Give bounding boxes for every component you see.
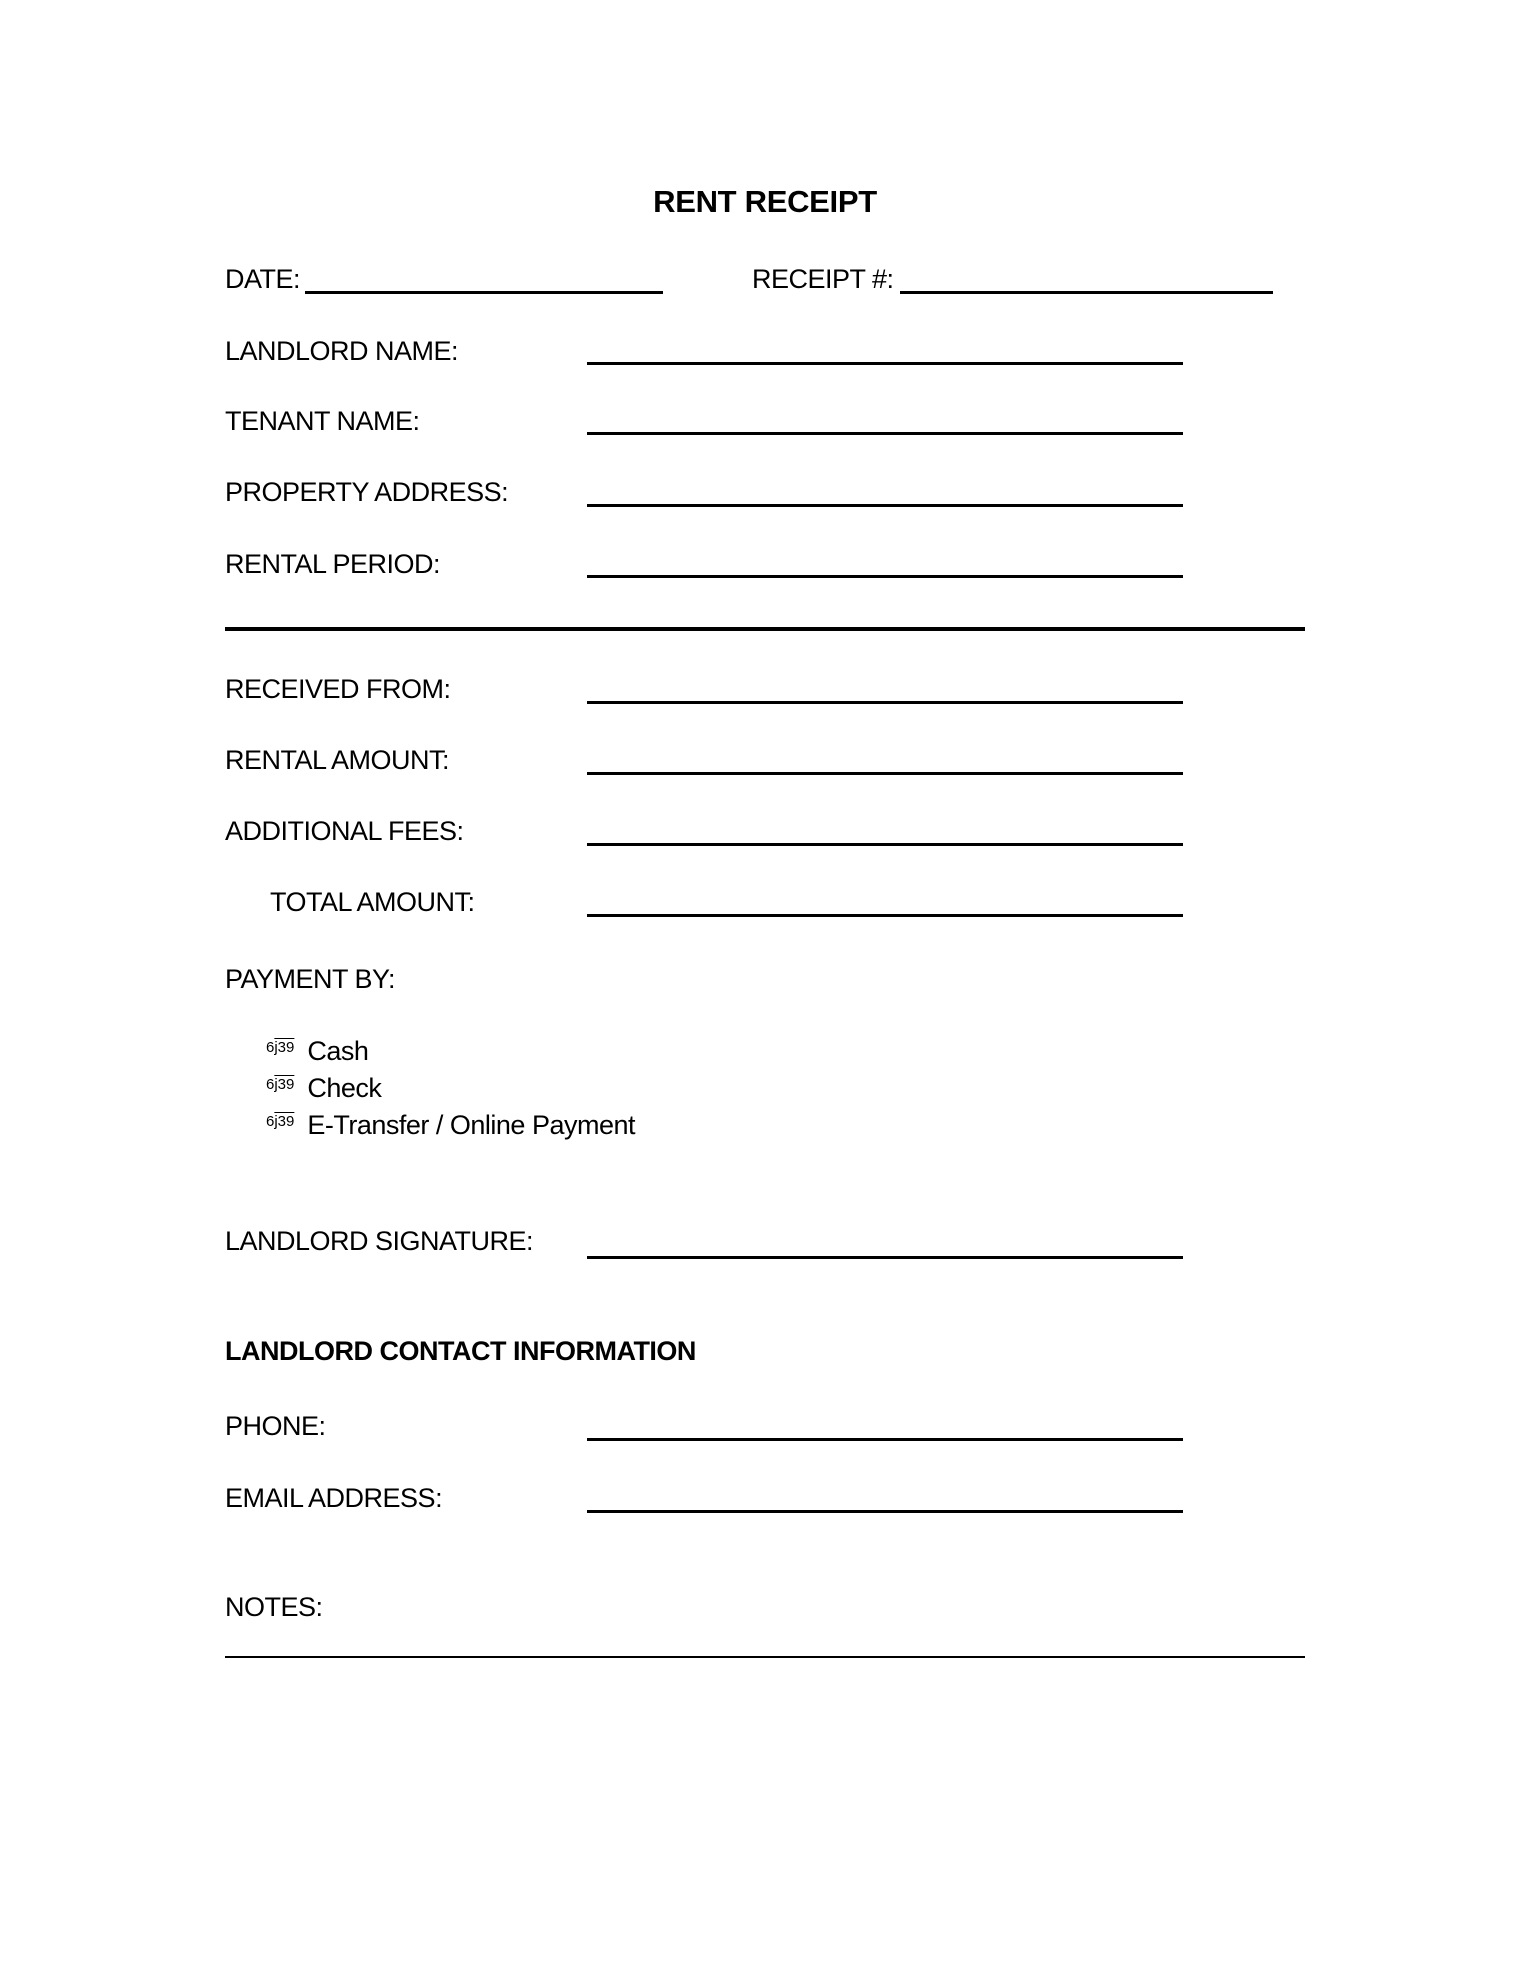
landlord-contact-heading: LANDLORD CONTACT INFORMATION xyxy=(225,1336,696,1366)
checkbox-icon: 6j39 xyxy=(266,1113,295,1130)
payment-option-check[interactable] xyxy=(266,1074,381,1102)
date-label: DATE: xyxy=(225,264,301,294)
received-from-label: RECEIVED FROM: xyxy=(225,674,451,704)
rental-amount-field-line[interactable] xyxy=(587,772,1183,775)
notes-field-line[interactable] xyxy=(225,1656,1305,1658)
tenant-name-field-line[interactable] xyxy=(587,432,1183,435)
phone-field-line[interactable] xyxy=(587,1438,1183,1441)
tenant-name-label: TENANT NAME: xyxy=(225,406,420,436)
notes-label: NOTES: xyxy=(225,1592,323,1622)
check-option-label: Check xyxy=(307,1073,382,1103)
checkbox-icon: 6j39 xyxy=(266,1039,295,1056)
additional-fees-field-line[interactable] xyxy=(587,843,1183,846)
total-amount-label: TOTAL AMOUNT: xyxy=(270,887,475,917)
landlord-name-label: LANDLORD NAME: xyxy=(225,336,459,366)
rental-amount-label: RENTAL AMOUNT: xyxy=(225,745,450,775)
cash-option-label: Cash xyxy=(307,1036,369,1066)
property-address-label: PROPERTY ADDRESS: xyxy=(225,477,509,507)
total-amount-field-line[interactable] xyxy=(587,914,1183,917)
property-address-field-line[interactable] xyxy=(587,504,1183,507)
receipt-number-label: RECEIPT #: xyxy=(752,264,894,294)
additional-fees-label: ADDITIONAL FEES: xyxy=(225,816,464,846)
section-divider xyxy=(225,627,1305,631)
received-from-field-line[interactable] xyxy=(587,701,1183,704)
landlord-name-field-line[interactable] xyxy=(587,362,1183,365)
payment-option-cash[interactable] xyxy=(266,1037,368,1065)
e-transfer-option-label: E-Transfer / Online Payment xyxy=(307,1110,636,1140)
phone-label: PHONE: xyxy=(225,1411,326,1441)
date-field-line[interactable] xyxy=(305,291,663,294)
payment-option-e-transfer[interactable] xyxy=(266,1111,635,1139)
email-address-label: EMAIL ADDRESS: xyxy=(225,1483,443,1513)
landlord-signature-field-line[interactable] xyxy=(587,1256,1183,1259)
rental-period-field-line[interactable] xyxy=(587,575,1183,578)
payment-by-label: PAYMENT BY: xyxy=(225,964,396,994)
email-address-field-line[interactable] xyxy=(587,1510,1183,1513)
receipt-number-field-line[interactable] xyxy=(900,291,1273,294)
checkbox-icon: 6j39 xyxy=(266,1076,295,1093)
form-title: RENT RECEIPT xyxy=(653,184,877,219)
rental-period-label: RENTAL PERIOD: xyxy=(225,549,441,579)
landlord-signature-label: LANDLORD SIGNATURE: xyxy=(225,1226,534,1256)
